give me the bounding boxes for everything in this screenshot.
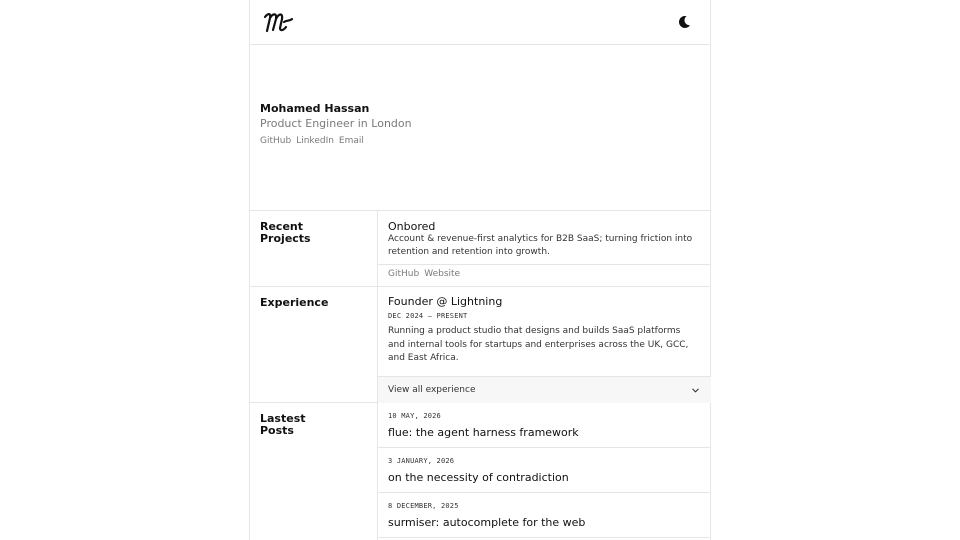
post-title: surmiser: autocomplete for the web <box>388 516 586 529</box>
post-title: on the necessity of contradiction <box>388 471 569 484</box>
posts-heading: Lastest Posts <box>260 412 306 437</box>
experience-card <box>377 287 710 402</box>
post-date: 8 DECEMBER, 2025 <box>388 502 459 510</box>
project-github-link[interactable]: GitHub <box>388 269 420 279</box>
experience-dates: DEC 2024 – PRESENT <box>388 312 468 320</box>
posts-section <box>250 403 710 540</box>
profile-hero <box>250 45 710 211</box>
top-bar <box>250 0 710 45</box>
project-links <box>388 269 460 279</box>
post-item[interactable] <box>378 448 711 493</box>
post-title: flue: the agent harness framework <box>388 426 579 439</box>
page-frame <box>249 0 711 540</box>
view-all-experience-button[interactable] <box>378 376 711 403</box>
post-item[interactable] <box>378 403 711 448</box>
post-item[interactable] <box>378 493 711 538</box>
project-divider <box>378 264 711 265</box>
signature-logo-icon[interactable] <box>262 8 294 36</box>
experience-title: Founder @ Lightning <box>388 295 503 308</box>
project-description: Account & revenue-first analytics for B2B SaaS; turning friction into retention and retention into growth. <box>388 234 693 257</box>
view-all-experience-label: View all experience <box>388 385 476 395</box>
projects-heading: Recent Projects <box>260 220 311 245</box>
project-title[interactable]: Onbored <box>388 220 436 233</box>
post-date: 3 JANUARY, 2026 <box>388 457 455 465</box>
profile-role: Product Engineer in London <box>260 117 412 130</box>
profile-links <box>260 136 364 146</box>
project-card <box>377 211 710 286</box>
experience-section <box>250 287 710 403</box>
chevron-down-icon <box>691 386 700 395</box>
email-link[interactable]: Email <box>338 136 364 146</box>
experience-heading: Experience <box>260 296 329 309</box>
projects-section <box>250 211 710 287</box>
posts-list <box>377 403 710 540</box>
project-website-link[interactable]: Website <box>424 269 461 279</box>
linkedin-link[interactable]: LinkedIn <box>296 136 334 146</box>
moon-icon[interactable] <box>676 14 692 30</box>
profile-name: Mohamed Hassan <box>260 102 370 115</box>
github-link[interactable]: GitHub <box>260 136 292 146</box>
post-date: 10 MAY, 2026 <box>388 412 441 420</box>
experience-description: Running a product studio that designs and builds SaaS platforms and internal tools for startups and enterprises across the UK, GCC, and East Africa. <box>388 326 689 363</box>
